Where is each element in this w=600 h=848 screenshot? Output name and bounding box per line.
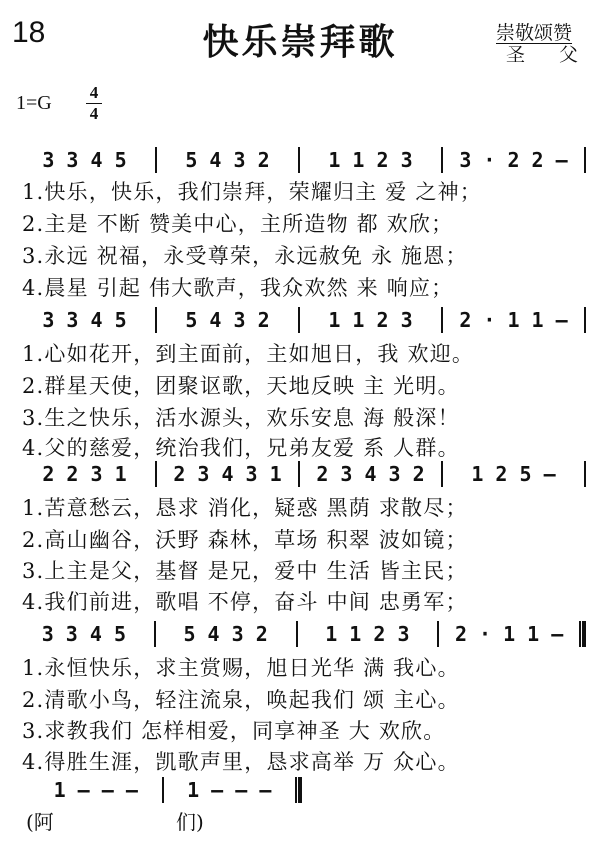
lyric-line: 3.生之快乐，活水源头，欢乐安息 海 般深！ [22,406,460,430]
lyric-line: 3.永远 祝福，永受尊荣，永远赦免 永 施恩； [22,244,468,268]
system-4-notes [14,620,586,648]
barline [584,461,586,487]
lyric-line: 1.永恒快乐，求主赏赐，旭日光华 满 我心。 [22,656,460,680]
final-barline [295,777,302,803]
lyric-line: 4.父的慈爱，统治我们，兄弟友爱 系 人群。 [22,436,460,460]
measure: 1 1 2 3 [328,308,413,332]
measure: 5 4 3 2 [183,622,268,646]
composer-credit: 圣 父 [506,44,593,66]
measure: 1 1 2 3 [325,622,410,646]
system-1-notes [14,146,586,174]
measure: 2 3 4 3 1 [173,462,282,486]
amen-lyric-2: 们) [176,810,204,834]
measure: 3 · 2 2 – [459,148,568,172]
measure: 2 · 1 1 – [459,308,568,332]
lyric-line: 1.心如花开，到主面前，主如旭日，我 欢迎。 [22,342,475,366]
lyric-line: 4.晨星 引起 伟大歌声，我众欢然 来 响应； [22,276,454,300]
lyric-line: 2.主是 不断 赞美中心，主所造物 都 欢欣； [22,212,454,236]
measure: 3 3 4 5 [42,308,127,332]
final-barline [579,621,586,647]
time-signature-top: 4 [89,83,99,102]
amen-notes [30,776,302,804]
measure: 1 2 5 – [471,462,556,486]
page-title: 快乐崇拜歌 [202,22,398,63]
system-3-notes [14,460,586,488]
measure: 1 – – – [53,778,138,802]
credits [496,22,592,66]
hymn-number: 18 [12,16,46,49]
measure: 5 4 3 2 [185,148,270,172]
measure: 2 · 1 1 – [454,622,564,646]
measure: 2 2 3 1 [42,462,127,486]
measure: 3 3 4 5 [41,622,127,646]
lyric-line: 1.苦意愁云，恳求 消化，疑惑 黑荫 求散尽； [22,496,468,520]
system-2-notes [14,306,586,334]
lyric-line: 1.快乐，快乐，我们崇拜，荣耀归主 爱 之神； [22,180,482,204]
lyric-line: 2.清歌小鸟，轻注流泉，唤起我们 颂 主心。 [22,688,460,712]
amen-lyric-1: (阿 [26,810,54,834]
lyric-line: 4.得胜生涯，凯歌声里，恳求高举 万 众心。 [22,750,460,774]
lyric-line: 3.求教我们 怎样相爱，同享神圣 大 欢欣。 [22,719,446,743]
lyricist-credit: 崇敬颂赞 [496,22,573,44]
measure: 3 3 4 5 [42,148,127,172]
measure: 1 – – – [187,778,272,802]
time-signature-bottom: 4 [89,104,99,123]
barline [584,307,586,333]
lyric-line: 2.高山幽谷，沃野 森林，草场 积翠 波如镜； [22,528,468,552]
measure: 1 1 2 3 [328,148,413,172]
lyric-line: 3.上主是父，基督 是兄，爱中 生活 皆主民； [22,559,468,583]
measure: 5 4 3 2 [185,308,270,332]
time-signature [86,84,102,123]
lyric-line: 4.我们前进，歌唱 不停，奋斗 中间 忠勇军； [22,590,468,614]
key-signature: 1=G [16,92,52,114]
lyric-line: 2.群星天使，团聚讴歌，天地反映 主 光明。 [22,374,460,398]
barline [584,147,586,173]
measure: 2 3 4 3 2 [316,462,425,486]
